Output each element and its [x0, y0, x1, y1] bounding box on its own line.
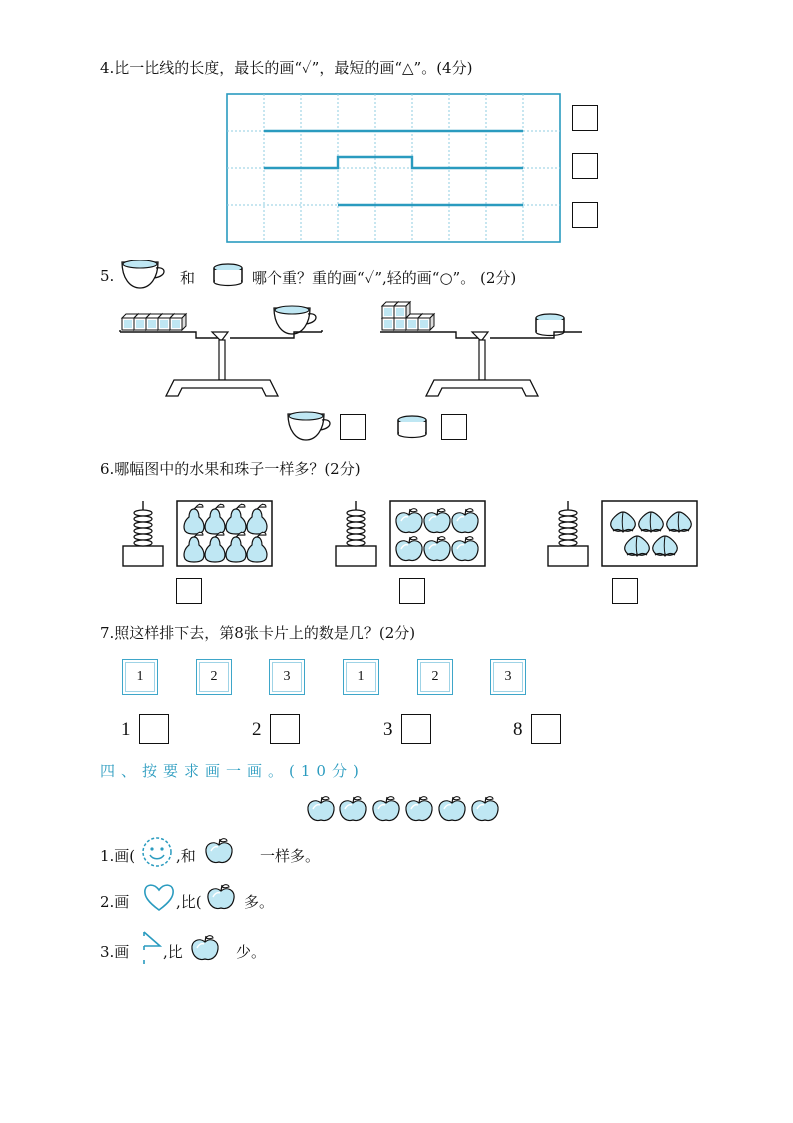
q5-and: 和	[180, 269, 196, 287]
sequence-answer-box-8[interactable]	[531, 714, 561, 744]
can-icon	[212, 262, 244, 288]
number-card-2: 2	[196, 659, 232, 695]
number-card-4: 1	[343, 659, 379, 695]
q4-answer-box-3[interactable]	[572, 202, 598, 228]
cube-stack-left	[122, 314, 186, 330]
q4-title: 4.比一比线的长度，最长的画“✓”，最短的画“△”。(4分)	[100, 59, 473, 77]
draw-item-3-prefix: 3.画	[100, 943, 130, 961]
abacus-2	[335, 500, 377, 568]
sequence-label-8: 8	[513, 719, 523, 740]
apple-icon-1	[204, 834, 236, 866]
draw-item-3-mid: ,比	[163, 943, 183, 961]
q6-title: 6.哪幅图中的水果和珠子一样多？(2分)	[100, 460, 361, 478]
q7-title: 7.照这样排下去，第8张卡片上的数是几？(2分)	[100, 624, 416, 642]
cup-answer-icon	[286, 410, 336, 444]
draw-item-1-prefix: 1.画(	[100, 847, 136, 865]
smiley-face-icon	[140, 835, 174, 869]
line-grid	[226, 93, 562, 245]
can-answer-icon	[396, 414, 430, 442]
number-card-3: 3	[269, 659, 305, 695]
abacus-1	[122, 500, 164, 568]
can-answer-box[interactable]	[441, 414, 467, 440]
q5-number: 5.	[100, 267, 115, 285]
apple-icon-3	[189, 931, 223, 963]
heart-icon	[142, 880, 176, 914]
q4-answer-box-2[interactable]	[572, 153, 598, 179]
balance-scale-left	[118, 300, 328, 400]
cube-stack-right	[382, 302, 434, 330]
draw-item-2-prefix: 2.画	[100, 893, 130, 911]
cup-answer-box[interactable]	[340, 414, 366, 440]
number-card-1: 1	[122, 659, 158, 695]
pear-box	[176, 500, 274, 568]
number-card-5: 2	[417, 659, 453, 695]
cup-on-scale-left	[274, 306, 316, 334]
draw-item-2-mid: ,比(	[176, 893, 202, 911]
q6-answer-box-3[interactable]	[612, 578, 638, 604]
abacus-3	[547, 500, 589, 568]
cup-icon	[120, 260, 170, 290]
draw-item-3-suffix: 少。	[236, 943, 267, 961]
q6-answer-box-2[interactable]	[399, 578, 425, 604]
sequence-label-2: 2	[252, 719, 262, 740]
sequence-label-3: 3	[383, 719, 393, 740]
peach-box	[601, 500, 699, 568]
apple-icon-2	[206, 880, 238, 912]
number-card-6: 3	[490, 659, 526, 695]
sequence-label-1: 1	[121, 719, 131, 740]
apple-row	[306, 792, 502, 824]
sequence-answer-box-3[interactable]	[401, 714, 431, 744]
section-4-title: 四、按要求画一画。(10分)	[100, 762, 365, 780]
sequence-answer-box-1[interactable]	[139, 714, 169, 744]
balance-scale-right	[378, 300, 588, 400]
draw-item-1-mid: ,和	[176, 847, 196, 865]
q4-answer-box-1[interactable]	[572, 105, 598, 131]
draw-item-1-suffix: 一样多。	[260, 847, 321, 865]
apple-box	[389, 500, 487, 568]
q6-answer-box-1[interactable]	[176, 578, 202, 604]
q5-title: 哪个重？重的画“✓”,轻的画“○”。 (2分)	[252, 269, 517, 287]
sequence-answer-box-2[interactable]	[270, 714, 300, 744]
draw-item-2-suffix: 多。	[244, 893, 275, 911]
